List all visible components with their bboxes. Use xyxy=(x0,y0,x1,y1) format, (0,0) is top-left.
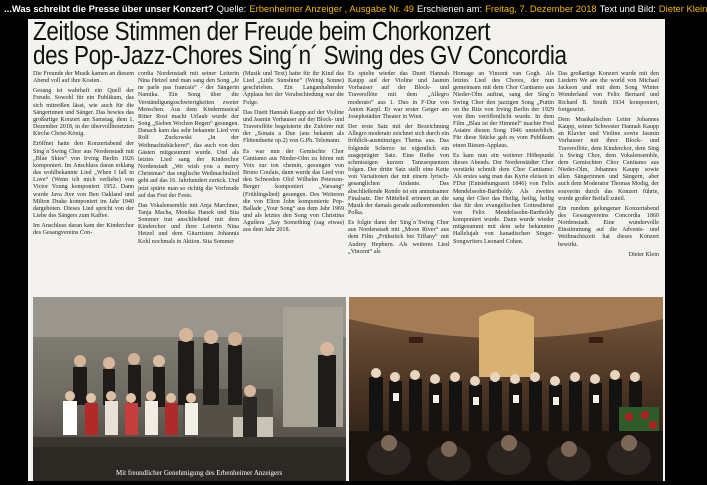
article-headline xyxy=(33,20,587,68)
article-column-4 xyxy=(348,71,449,293)
paragraph: Es folgte dann der Sing´n´Swing Chor aus Nordenstadt mit „Moon River“ aus dem Film „Frühstück bei Tiffany“ mit Audrey Hepburn. Als weiteres Lied „Vincent“ als xyxy=(348,220,449,255)
paragraph: Homage an Vincent van Gogh. Als letztes Lied des Chores, der nun gemeinsam mit dem Chor Cantiamo aus Nieder-Olm auftrat, sang der Sing´n Swing Chor den jazzigen Song „Puttin on the Ritz von Irving Berlin der 1929 von ihm veröffentlicht wurde. In dem Film „Blau ist der Himmel“ machte Fred Astaire diesen Song 1946 unsterblich. Für diese Stücke gab es vom Publikum einen Riesen-Applaus. xyxy=(453,71,554,149)
paragraph: Dem Musikalischen Leiter Johannes Kaupp, seiner Schwester Hannah Kaupp an Klavier und Violine sowie Jasmin Vorhauser mit ihrer Block- und Traversflöte, dem Kinderchor, dem Sing´n Swing Chor, dem Vokalensemble, dem Gemischten Chor Cantiamo aus Nieder-Olm, Johannes Kaupp sowie allen Sängerinnen und Sängern, aber auch dem Moderator Thomas Modig, der souverän durch das Konzert führte, wurde großer Beifall zuteil. xyxy=(558,116,659,202)
children-choir-image xyxy=(33,297,346,481)
paragraph: Es spielte wieder das Duett Hannah Kaupp auf der Violine und Jasmin Vorhauser auf der Block- und Traversflöte mit dem „Allegro moderato“ aus 1. Duo in F-Dur von Anton Karpl. Er war erster Geiger am Josephstädter Theater in Wien. xyxy=(348,71,449,120)
credit-value: Dieter Klein xyxy=(658,3,707,14)
article-column-5 xyxy=(453,71,554,293)
author-signature: Dieter Klein xyxy=(628,251,659,258)
article-column-3 xyxy=(243,71,344,293)
article-body xyxy=(33,71,661,293)
paragraph: Das großartige Konzert wurde mit den Liedern We are the world von Michael Jackson und mit dem Song Winter Wonderland von Felix Bernard und Richard B. Smith 1934 komponiert, fortgesetzt. xyxy=(558,71,659,113)
choir-performance-photo xyxy=(349,297,663,481)
paragraph: Im Anschluss daran kam der Kinderchor des Gesangvereins Con- xyxy=(33,223,134,237)
newspaper-clipping xyxy=(28,19,665,481)
paragraph: Eröffnet hatte den Konzertabend der Sing´n´Swing Chor aus Nordenstadt mit „Blue Skies“ von Irving Berlin 1926 komponiert. Im Anschluss daran erklang das wohlbekannte Lied „When I fall in Love“ (Wenn ich mich verliebe) von Victor Young komponiert 1952. Dann wurde Java Jive von Ben Oakland und Milton Drake komponiert im Jahr 1940 dargeboten. Dieses Lied spricht von der Liebe des Sängers zum Kaffee. xyxy=(33,141,134,219)
paragraph: Ein rundum gelungener Konzertabend des Gesangvereins Concordia 1860 Nordenstadt. Eine wundervolle Einstimmung auf die Advents- und Weihnachtszeit hat dieses Konzert bewirkt. xyxy=(558,205,659,248)
article-column-1 xyxy=(33,71,134,293)
paragraph: Es war nun der Gemischte Chor Cantiamo aus Nieder-Olm zu hören mit Voix sur ton chemin, gesungen von Bruno Coulais, dann wurde das Lied von den Schweden Olof Wilhelm Peterson-Berger komponiert „Varsang“ (Frühlingslied) gesungen. Des Weiteren die von Elton John komponierte Pop-Ballade „Your Song“ aus dem Jahr 1969 und als letztes den Song von Christina Aguilera „Say Something (sag etwas) aus dem Jahr 2018. xyxy=(243,148,344,234)
paragraph: Der erste Satz mit der Bezeichnung Allegro moderato zeichnet sich durch ein fröhlich-ausmünziges Thema aus. Das folgende Scherzo ist eigentlich ein ausgeprägter Satz. Eine Reihe von schmissigen kurzen Tanzsequenzen folgen. Der dritte Satz stellt eine Kette von Variationen dar mit einem lyrisch-gesanglichen Andante. Das abschließende Rondo ist ein anmutsamer Finalsatz. Der Mittelteil erinnert an die Musik der damals gerade aufkommenden Polka. xyxy=(348,124,449,216)
photo-caption: Mit freundlicher Genehmigung des Erbenheimer Anzeigers xyxy=(116,469,283,477)
article-column-6 xyxy=(558,71,659,293)
choir-performance-image xyxy=(349,297,663,481)
paragraph: Das Vokalensemble mit Anja Marchner, Tanja Macha, Monika Hanek und Sita Sommer trat anschließend mit dem Kinderchor und ihrer Leiterin Nina Hetzel und dem Gitarristen Johannis Kohl nochmals in Aktion. Sita Sommer xyxy=(138,202,239,245)
paragraph: Die Freunde der Musik kamen an diesem Abend voll auf ihre Kosten. xyxy=(33,71,134,85)
published-value: Freitag, 7. Dezember 2018 xyxy=(485,3,597,14)
paragraph: cordia Nordenstadt mit seiner Leiterin Nina Hetzel und man sang den Song „Je ne parle pas francais“ - der Sängerin Namika. Ein Song über die Verständigungsschwierigkeiten zweier Menschen. Aus dem Kindermusical Ritter Rost macht Urlaub wurde der Song „Sieben Wochen Regen“ gesungen. Danach kam das sehr bekannte Lied von Rolf Zuckowski „In der Weihnachtsbäckerei“, das auch von den Gästen mitgesummt wurde. Und als letztes Lied sang der Kinderchor Nordenstadt „We wish you a merry Christmas“ das englische Weihnachtslied geht auf das 16. Jahrhundert zurück. Und jetzt spürte man so richtig die Vorfreude auf das Fest der Feste. xyxy=(138,71,239,199)
paragraph: Es kam nun ein weiterer Höhepunkt dieses Abends. Der Nordenstädter Chor verstärkt schmilt dem Chor Cantiamo. Als erstes sang man das Kyrie eleison in FDur (Entstehungszeit 1846) von Felix Mendelssohn-Bartholdy. Als zweites sang der Chor das Heilig, heilig, heilig das für den evangelischen Gottesdienst von Felix Mendelssohn-Bartholdy komponiert wurde. Dann wurde wieder mitgesummt mit dem sehr bekannten Hallelujah von kanadischen Singer-Songwriters Leonard Cohen. xyxy=(453,152,554,245)
children-choir-photo xyxy=(33,297,346,481)
published-label: Erschienen am: xyxy=(416,3,483,14)
source-prefix: ...Was schreibt die Presse über unser Konzert? xyxy=(4,3,214,14)
paragraph: Gesang ist wahrhaft ein Quell der Freude. Sowohl für ein Publikum, das sich mitreißen lässt, wie auch für die Sängerinnen und Sänger. Das bewies das großartige Konzert am Samstag, dem 1. Dezember 2018, in der übervollbesetzten Kirche Christ-König. xyxy=(33,88,134,138)
headline-line-2: des Pop-Jazz-Chores Sing´n´ Swing des GV Concordia xyxy=(33,42,567,70)
credit-label: Text und Bild: xyxy=(599,3,656,14)
source-label: Quelle: xyxy=(216,3,247,14)
source-bar xyxy=(0,0,707,18)
paragraph: Das Duett Hannah Kaupp auf der Violine und Jasmin Vorhauser auf der Block- und Traversflöte begeisterte die Zuhörer mit der „Sonata a Due (aus bekannt als Flötenduette op.2) von G.Ph. Telemann. xyxy=(243,109,344,145)
source-value: Erbenheimer Anzeiger , Ausgabe Nr. 49 xyxy=(249,3,414,14)
paragraph: (Musik und Text) hatte für ihr Kind das Lied „Little Sunshine“ (Wenig Sonne) geschrieben. Ein Langanhaltender Applaus bei der Verabschiedung war die Folge. xyxy=(243,71,344,106)
headline-line-1: Zeitlose Stimmen der Freude beim Chorkonzert xyxy=(33,18,491,46)
article-column-2 xyxy=(138,71,239,293)
